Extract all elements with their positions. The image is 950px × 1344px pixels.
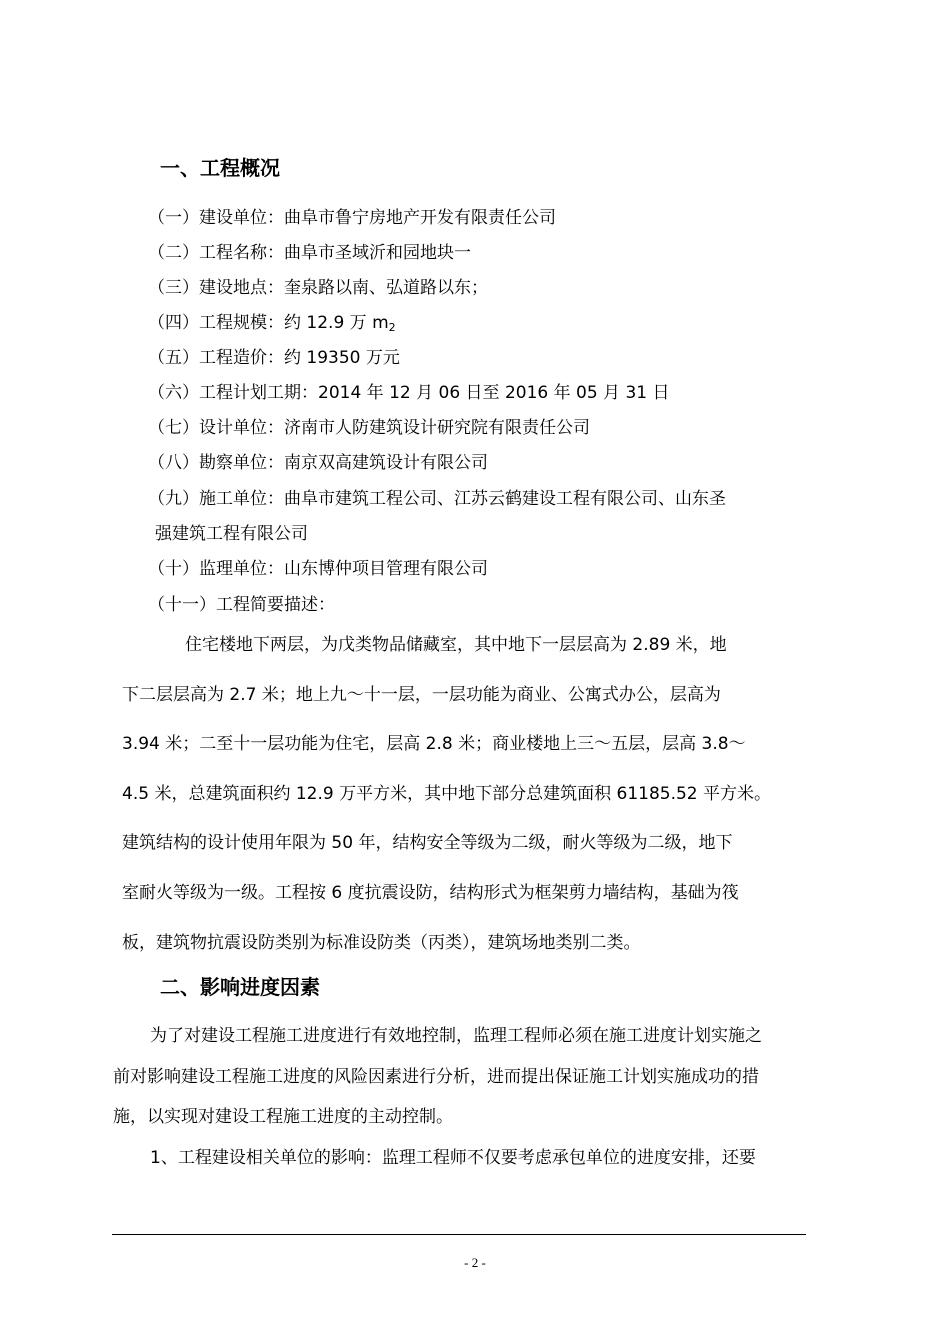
section-heading-progress-factors: 二、影响进度因素 <box>160 975 320 999</box>
item-cost: （五）工程造价：约 19350 万元 <box>148 348 400 368</box>
item-design-unit: （七）设计单位：济南市人防建筑设计研究院有限责任公司 <box>148 418 590 438</box>
paragraph-line: 前对影响建设工程施工进度的风险因素进行分析，进而提出保证施工计划实施成功的措 <box>113 1067 759 1087</box>
item-project-name: （二）工程名称：曲阜市圣域沂和园地块一 <box>148 243 471 263</box>
page-number: - 2 - <box>464 1255 486 1270</box>
footer-divider <box>112 1234 806 1235</box>
paragraph-line: 1、工程建设相关单位的影响：监理工程师不仅要考虑承包单位的进度安排，还要 <box>150 1148 756 1168</box>
description-line: 建筑结构的设计使用年限为 50 年，结构安全等级为二级，耐火等级为二级，地下 <box>122 833 733 853</box>
item-scale <box>148 308 396 334</box>
item-location: （三）建设地点：奎泉路以南、弘道路以东； <box>148 278 488 298</box>
item-scale-text: （四）工程规模：约 12.9 万 m <box>148 313 389 333</box>
description-line: 下二层层高为 2.7 米；地上九～十一层，一层功能为商业、公寓式办公，层高为 <box>122 685 721 705</box>
description-line: 4.5 米，总建筑面积约 12.9 万平方米，其中地下部分总建筑面积 61185.52 平方米。 <box>122 784 772 804</box>
item-brief-description-label: （十一）工程简要描述： <box>148 595 335 615</box>
item-builder-unit: （九）施工单位：曲阜市建筑工程公司、江苏云鹤建设工程有限公司、山东圣 <box>148 489 726 509</box>
description-line: 3.94 米；二至十一层功能为住宅，层高 2.8 米；商业楼地上三～五层，层高 3.8～ <box>122 734 746 754</box>
section-heading-overview: 一、工程概况 <box>160 156 280 180</box>
item-supervision-unit: （十）监理单位：山东博仲项目管理有限公司 <box>148 559 488 579</box>
paragraph-line: 施，以实现对建设工程施工进度的主动控制。 <box>113 1107 453 1127</box>
description-line: 住宅楼地下两层，为戊类物品储藏室，其中地下一层层高为 2.89 米，地 <box>185 635 727 655</box>
paragraph-line: 为了对建设工程施工进度进行有效地控制，监理工程师必须在施工进度计划实施之 <box>150 1026 762 1046</box>
description-line: 板，建筑物抗震设防类别为标准设防类（丙类），建筑场地类别二类。 <box>122 933 641 953</box>
item-scale-subscript: 2 <box>388 321 396 334</box>
item-construction-unit: （一）建设单位：曲阜市鲁宁房地产开发有限责任公司 <box>148 208 556 228</box>
item-builder-unit-continued: 强建筑工程有限公司 <box>155 524 308 544</box>
item-schedule: （六）工程计划工期：2014 年 12 月 06 日至 2016 年 05 月 31 日 <box>148 383 670 403</box>
description-line: 室耐火等级为一级。工程按 6 度抗震设防，结构形式为框架剪力墙结构，基础为筏 <box>122 883 739 903</box>
item-survey-unit: （八）勘察单位：南京双高建筑设计有限公司 <box>148 453 488 473</box>
